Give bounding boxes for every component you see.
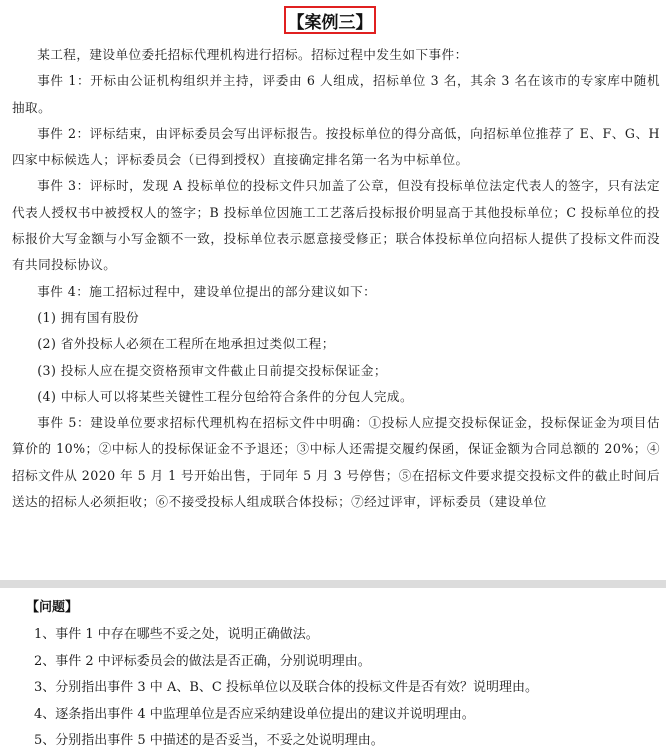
event-4-paragraph: 事件 4：施工招标过程中，建设单位提出的部分建议如下： [37, 283, 377, 299]
questions-list [34, 622, 654, 755]
event-2-paragraph: 事件 2：评标结束，由评标委员会写出评标报告。按投标单位的得分高低，向招标单位推荐了 E、F、G、H 四家中标候选人；评标委员会（已得到授权）直接确定排名第一名为中标单位。 [12, 125, 660, 168]
question-item: 4、逐条指出事件 4 中监理单位是否应采纳建设单位提出的建议并说明理由。 [34, 706, 475, 722]
intro-paragraph: 某工程，建设单位委托招标代理机构进行招标。招标过程中发生如下事件： [37, 47, 468, 62]
case-description [12, 42, 660, 515]
question-item: 1、事件 1 中存在哪些不妥之处，说明正确做法。 [34, 627, 319, 642]
section-divider [0, 580, 666, 588]
event-4-item: (2) 省外投标人必须在工程所在地承担过类似工程； [37, 336, 335, 352]
event-1-paragraph: 事件 1：开标由公证机构组织并主持，评委由 6 人组成，招标单位 3 名，其余 3 名在该市的专家库中随机抽取。 [12, 73, 660, 115]
question-item: 5、分别指出事件 5 中描述的是否妥当，不妥之处说明理由。 [34, 733, 384, 748]
event-4-item: (4) 中标人可以将某些关键性工程分包给符合条件的分包人完成。 [37, 388, 414, 404]
question-item: 3、分别指出事件 3 中 A、B、C 投标单位以及联合体的投标文件是否有效？说明理由。 [34, 680, 538, 695]
event-4-item: (3) 投标人应在提交资格预审文件截止日前提交投标保证金； [37, 362, 387, 378]
event-5-paragraph: 事件 5：建设单位要求招标代理机构在招标文件中明确：①投标人应提交投标保证金，投标保证金为项目估算价的 10%；②中标人的投标保证金不予退还；③中标人还需提交履约保函，保证金额为合同总额的 20%；④招标文件从 2020 年 5 月 1 号开始出售，于同年 5 月 3 号停售；⑤在招标文件要求提交投标文件的截止时间后送达的招标人必须拒收；⑥不接受投标人组成联合体投标；⑦经过评审，评标委员（建设单位 [12, 415, 660, 510]
event-4-item: (1) 拥有国有股份 [37, 309, 140, 325]
case-title: 【案例三】 [284, 6, 376, 34]
question-item: 2、事件 2 中评标委员会的做法是否正确，分别说明理由。 [34, 653, 371, 669]
event-3-paragraph: 事件 3：评标时，发现 A 投标单位的投标文件只加盖了公章，但没有投标单位法定代表人的签字，只有法定代表人授权书中被授权人的签字；B 投标单位因施工工艺落后投标报价明显高于其他投标单位；C 投标单位的投标报价大写金额与小写金额不一致，投标单位表示愿意接受修正；联合体投标单位向招标人提供了投标文件而没有共同投标协议。 [12, 178, 660, 273]
questions-heading: 【问题】 [26, 600, 79, 615]
